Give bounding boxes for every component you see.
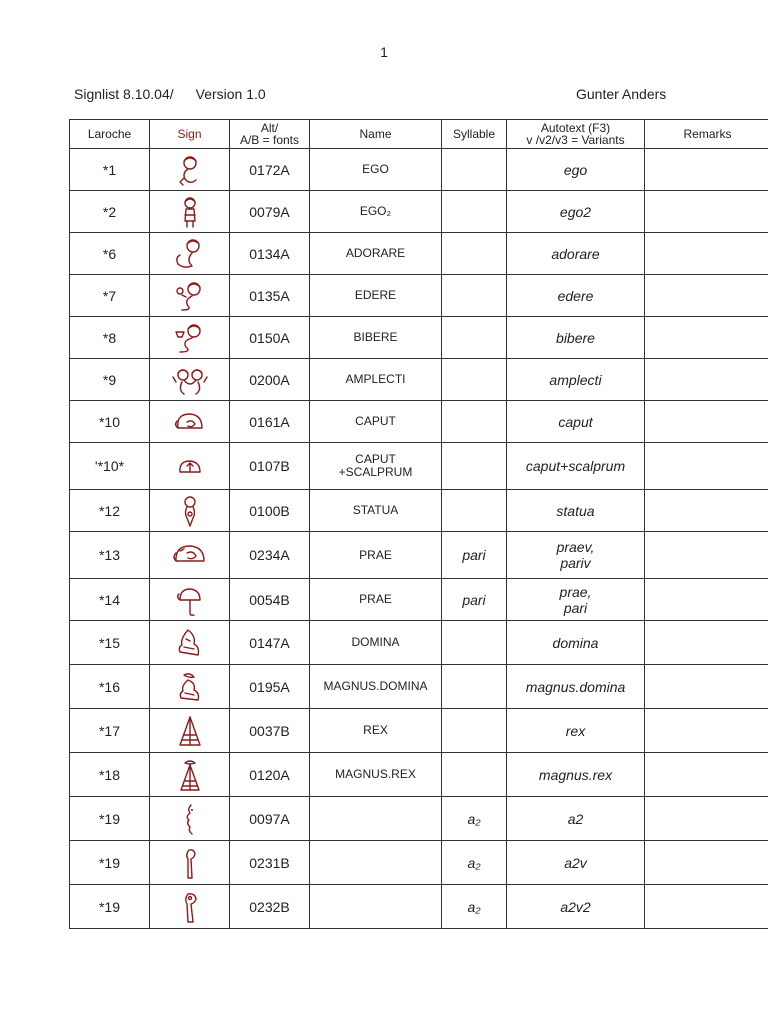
rex-sign-icon (150, 713, 229, 749)
alt-cell: 0037B (230, 709, 310, 753)
syllable-cell (442, 709, 507, 753)
table-row (70, 532, 768, 579)
syllable-cell (442, 443, 507, 490)
syllable-cell (442, 275, 507, 317)
autotext-cell: magnus.domina (507, 665, 645, 709)
alt-cell: 0195A (230, 665, 310, 709)
sign-cell (150, 579, 230, 621)
sign-cell (150, 275, 230, 317)
magnus-rex-sign-icon (150, 757, 229, 793)
bibere-sign-icon (150, 320, 229, 356)
laroche-cell: *6 (70, 233, 150, 275)
remarks-cell (645, 275, 768, 317)
alt-cell: 0147A (230, 621, 310, 665)
sign-cell (150, 401, 230, 443)
syllable-cell (442, 665, 507, 709)
name-cell: EDERE (310, 275, 442, 317)
syllable-cell (442, 149, 507, 191)
remarks-cell (645, 191, 768, 233)
sign-cell (150, 621, 230, 665)
sign-cell (150, 317, 230, 359)
syllable-cell (442, 317, 507, 359)
remarks-cell (645, 841, 768, 885)
autotext-cell: adorare (507, 233, 645, 275)
alt-cell: 0120A (230, 753, 310, 797)
laroche-cell: *2 (70, 191, 150, 233)
laroche-cell: *16 (70, 665, 150, 709)
autotext-cell: caput+scalprum (507, 443, 645, 490)
table-row (70, 359, 768, 401)
remarks-cell (645, 317, 768, 359)
column-header-autotext (507, 120, 645, 149)
a2v-sign-icon (150, 845, 229, 881)
adorare-sign-icon (150, 236, 229, 272)
laroche-cell: *15 (70, 621, 150, 665)
table-row (70, 233, 768, 275)
alt-cell: 0200A (230, 359, 310, 401)
name-cell: PRAE (310, 579, 442, 621)
name-cell: DOMINA (310, 621, 442, 665)
autotext-cell: domina (507, 621, 645, 665)
syllable-cell (442, 490, 507, 532)
name-cell (310, 885, 442, 929)
alt-cell: 0134A (230, 233, 310, 275)
laroche-cell: *18 (70, 753, 150, 797)
table-row (70, 885, 768, 929)
sign-cell (150, 841, 230, 885)
name-cell: EGO (310, 149, 442, 191)
alt-cell: 0232B (230, 885, 310, 929)
syllable-cell (442, 401, 507, 443)
autotext-header-line1: Autotext (F3) (540, 121, 611, 135)
table-header-row (70, 120, 768, 149)
document-header (74, 86, 266, 102)
alt-cell: 0100B (230, 490, 310, 532)
laroche-cell: *19 (70, 885, 150, 929)
domina-sign-icon (150, 625, 229, 661)
signlist-label: Signlist 8.10.04/ (74, 86, 174, 102)
name-cell: MAGNUS.REX (310, 753, 442, 797)
remarks-cell (645, 233, 768, 275)
alt-cell: 0097A (230, 797, 310, 841)
signlist-table (69, 119, 768, 929)
remarks-cell (645, 443, 768, 490)
table-row (70, 753, 768, 797)
laroche-cell: *1 (70, 149, 150, 191)
autotext-cell: amplecti (507, 359, 645, 401)
edere-sign-icon (150, 278, 229, 314)
sign-cell (150, 191, 230, 233)
amplecti-sign-icon (150, 362, 229, 398)
sign-cell (150, 233, 230, 275)
alt-cell: 0231B (230, 841, 310, 885)
alt-cell: 0150A (230, 317, 310, 359)
laroche-cell: *19 (70, 841, 150, 885)
alt-cell: 0172A (230, 149, 310, 191)
laroche-cell: *17 (70, 709, 150, 753)
autotext-cell: a2v2 (507, 885, 645, 929)
name-cell: EGO₂ (310, 191, 442, 233)
sign-cell (150, 532, 230, 579)
name-cell: REX (310, 709, 442, 753)
version-label: Version 1.0 (195, 86, 266, 102)
ego-sign-icon (150, 152, 229, 188)
alt-header-line1: Alt/ (260, 121, 279, 135)
caput-scalprum-sign-icon (150, 448, 229, 484)
autotext-cell: a2 (507, 797, 645, 841)
syllable-cell: pari (442, 532, 507, 579)
column-header-laroche: Laroche (70, 120, 150, 149)
a2v2-sign-icon (150, 889, 229, 925)
autotext-cell: rex (507, 709, 645, 753)
name-cell: ADORARE (310, 233, 442, 275)
sign-cell (150, 490, 230, 532)
name-cell: CAPUT (310, 401, 442, 443)
sign-cell (150, 753, 230, 797)
laroche-cell: *9 (70, 359, 150, 401)
sign-cell (150, 443, 230, 490)
remarks-cell (645, 885, 768, 929)
remarks-cell (645, 797, 768, 841)
syllable-cell: a₂ (442, 885, 507, 929)
name-cell (310, 841, 442, 885)
name-cell: STATUA (310, 490, 442, 532)
alt-cell: 0161A (230, 401, 310, 443)
table-row (70, 797, 768, 841)
name-cell: CAPUT +SCALPRUM (310, 443, 442, 490)
caput-sign-icon (150, 404, 229, 440)
alt-cell: 0079A (230, 191, 310, 233)
column-header-name: Name (310, 120, 442, 149)
laroche-cell: *19 (70, 797, 150, 841)
sign-cell (150, 359, 230, 401)
alt-cell: 0234A (230, 532, 310, 579)
column-header-alt (230, 120, 310, 149)
column-header-sign: Sign (150, 120, 230, 149)
name-cell: BIBERE (310, 317, 442, 359)
sign-cell (150, 885, 230, 929)
laroche-cell: '*10* (70, 443, 150, 490)
autotext-cell: caput (507, 401, 645, 443)
autotext-cell: magnus.rex (507, 753, 645, 797)
autotext-cell: prae, pari (507, 579, 645, 621)
ego2-sign-icon (150, 194, 229, 230)
remarks-cell (645, 665, 768, 709)
name-cell (310, 797, 442, 841)
prae-head-sign-icon (150, 537, 229, 573)
sign-cell (150, 797, 230, 841)
table-row (70, 490, 768, 532)
table-row (70, 191, 768, 233)
syllable-cell (442, 233, 507, 275)
name-cell: AMPLECTI (310, 359, 442, 401)
autotext-cell: edere (507, 275, 645, 317)
laroche-cell: *14 (70, 579, 150, 621)
remarks-cell (645, 149, 768, 191)
author-name: Gunter Anders (576, 86, 667, 102)
table-row (70, 443, 768, 490)
table-row (70, 841, 768, 885)
alt-cell: 0054B (230, 579, 310, 621)
name-cell: MAGNUS.DOMINA (310, 665, 442, 709)
autotext-cell: bibere (507, 317, 645, 359)
syllable-cell (442, 191, 507, 233)
remarks-cell (645, 753, 768, 797)
table-row (70, 665, 768, 709)
remarks-cell (645, 490, 768, 532)
syllable-cell (442, 359, 507, 401)
alt-cell: 0107B (230, 443, 310, 490)
table-row (70, 621, 768, 665)
autotext-cell: ego2 (507, 191, 645, 233)
syllable-cell: pari (442, 579, 507, 621)
sign-cell (150, 665, 230, 709)
laroche-cell: *10 (70, 401, 150, 443)
sign-cell (150, 149, 230, 191)
syllable-cell (442, 753, 507, 797)
remarks-cell (645, 532, 768, 579)
table-row (70, 579, 768, 621)
table-row (70, 275, 768, 317)
statua-sign-icon (150, 493, 229, 529)
alt-cell: 0135A (230, 275, 310, 317)
remarks-cell (645, 709, 768, 753)
alt-header-line2: A/B = fonts (239, 133, 300, 147)
laroche-cell: *13 (70, 532, 150, 579)
table-row (70, 401, 768, 443)
laroche-cell: *7 (70, 275, 150, 317)
laroche-cell: *12 (70, 490, 150, 532)
magnus-domina-sign-icon (150, 669, 229, 705)
autotext-cell: statua (507, 490, 645, 532)
remarks-cell (645, 401, 768, 443)
autotext-cell: a2v (507, 841, 645, 885)
syllable-cell: a₂ (442, 841, 507, 885)
laroche-cell: *8 (70, 317, 150, 359)
column-header-syllable: Syllable (442, 120, 507, 149)
page-number: 1 (380, 44, 388, 60)
sign-cell (150, 709, 230, 753)
table-row (70, 317, 768, 359)
remarks-cell (645, 579, 768, 621)
name-cell: PRAE (310, 532, 442, 579)
remarks-cell (645, 359, 768, 401)
syllable-cell (442, 621, 507, 665)
syllable-cell: a₂ (442, 797, 507, 841)
column-header-remarks: Remarks (645, 120, 768, 149)
prae-sign-icon (150, 582, 229, 618)
remarks-cell (645, 621, 768, 665)
autotext-header-line2: v /v2/v3 = Variants (526, 133, 625, 147)
a2-profile-sign-icon (150, 801, 229, 837)
autotext-cell: praev, pariv (507, 532, 645, 579)
table-row (70, 709, 768, 753)
table-row (70, 149, 768, 191)
autotext-cell: ego (507, 149, 645, 191)
